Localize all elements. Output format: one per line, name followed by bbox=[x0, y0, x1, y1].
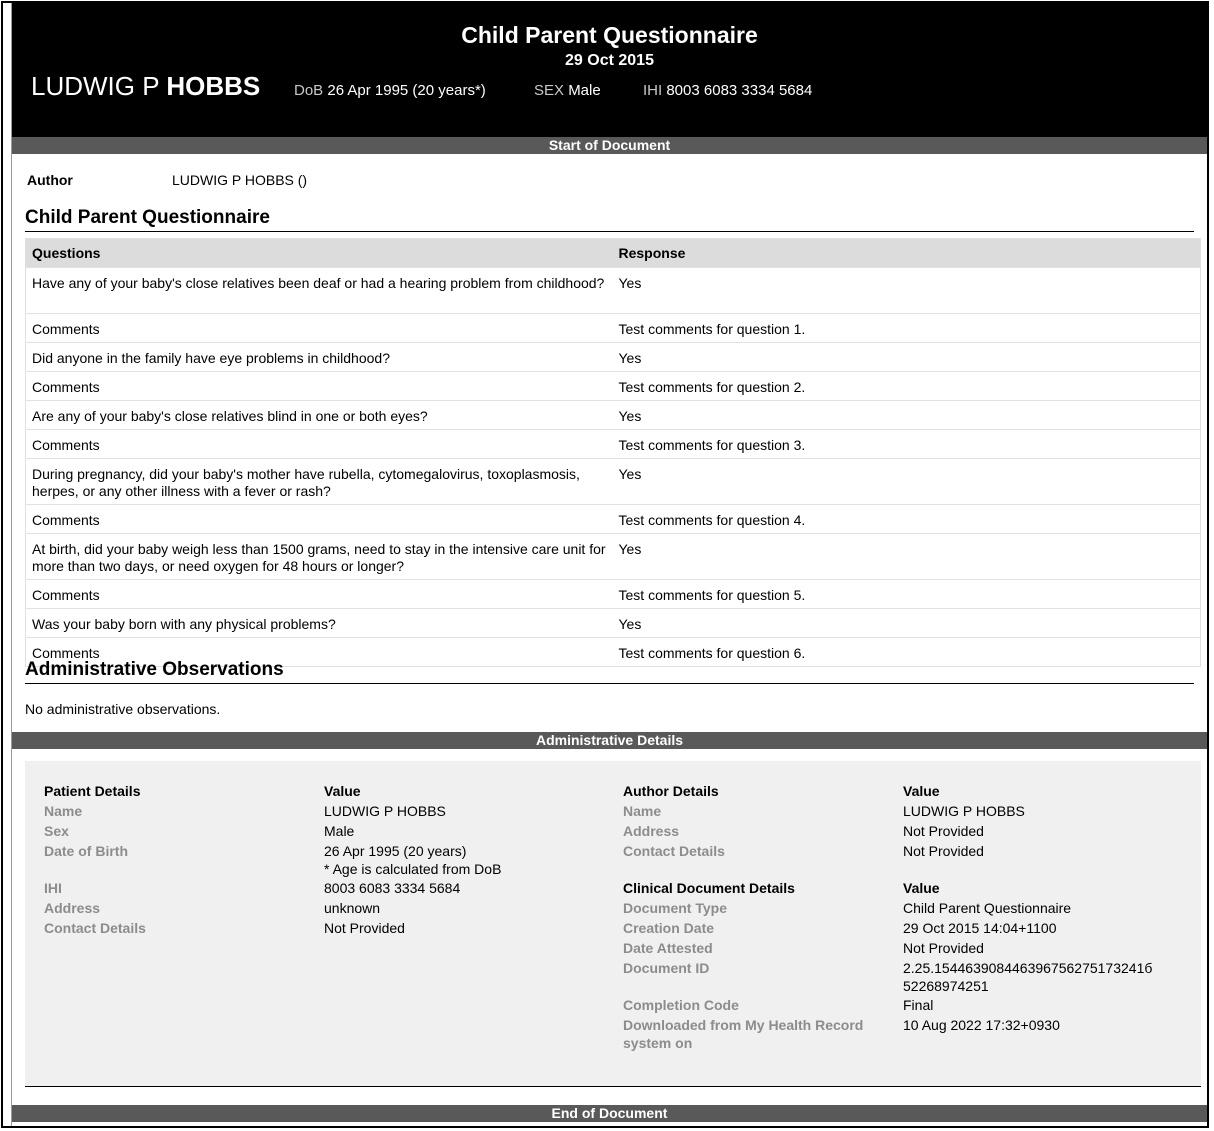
document-id-value: 2.25.154463908446396756275173241б bbox=[903, 960, 1153, 976]
spacer bbox=[903, 861, 1193, 878]
header-ihi bbox=[643, 82, 812, 99]
document-id-value-cont: 52268974251 bbox=[903, 978, 989, 994]
downloaded-label-cont: system on bbox=[623, 1035, 693, 1051]
dob-label: DoB bbox=[294, 82, 324, 99]
patient-value-heading: Value bbox=[324, 783, 361, 799]
document-header bbox=[12, 3, 1207, 137]
author-clinical-labels bbox=[623, 781, 895, 1052]
patient-ihi-label: IHI bbox=[44, 880, 62, 896]
document-title: Child Parent Questionnaire bbox=[461, 22, 758, 48]
patient-details-values bbox=[324, 781, 604, 938]
response-cell: Yes bbox=[613, 343, 1201, 372]
patient-ihi-value: 8003 6083 3334 5684 bbox=[324, 880, 461, 896]
table-row bbox=[26, 609, 1201, 638]
administrative-details-panel bbox=[25, 761, 1201, 1087]
spacer bbox=[623, 861, 895, 878]
table-row bbox=[26, 430, 1201, 459]
question-cell: Comments bbox=[26, 638, 613, 667]
administrative-details-bar: Administrative Details bbox=[12, 732, 1207, 749]
clinical-value-heading: Value bbox=[903, 880, 940, 896]
patient-name-label: Name bbox=[44, 803, 83, 819]
author-details-heading: Author Details bbox=[623, 783, 719, 799]
patient-given-name: LUDWIG P bbox=[31, 71, 160, 101]
table-row bbox=[26, 580, 1201, 609]
author-contact-value: Not Provided bbox=[903, 843, 984, 859]
creation-date-value: 29 Oct 2015 14:04+1100 bbox=[903, 920, 1057, 936]
table-row bbox=[26, 372, 1201, 401]
admin-observations-text: No administrative observations. bbox=[25, 701, 221, 717]
table-row bbox=[26, 314, 1201, 343]
patient-contact-value: Not Provided bbox=[324, 920, 405, 936]
ihi-label: IHI bbox=[643, 82, 663, 99]
clinical-details-heading: Clinical Document Details bbox=[623, 880, 795, 896]
patient-name-value: LUDWIG P HOBBS bbox=[324, 803, 446, 819]
date-attested-label: Date Attested bbox=[623, 940, 713, 956]
author-address-label: Address bbox=[623, 823, 680, 839]
table-row bbox=[26, 268, 1201, 314]
response-cell: Test comments for question 6. bbox=[613, 638, 1201, 667]
downloaded-value: 10 Aug 2022 17:32+0930 bbox=[903, 1017, 1060, 1033]
completion-code-label: Completion Code bbox=[623, 997, 739, 1013]
author-contact-label: Contact Details bbox=[623, 843, 725, 859]
response-cell: Test comments for question 1. bbox=[613, 314, 1201, 343]
patient-dob-label: Date of Birth bbox=[44, 843, 128, 859]
patient-dob-note: * Age is calculated from DoB bbox=[324, 861, 502, 877]
document-type-label: Document Type bbox=[623, 900, 727, 916]
patient-address-label: Address bbox=[44, 900, 101, 916]
patient-family-name: HOBBS bbox=[166, 71, 261, 101]
question-cell: Did anyone in the family have eye problems in childhood? bbox=[26, 343, 613, 372]
author-address-value: Not Provided bbox=[903, 823, 984, 839]
table-row bbox=[26, 401, 1201, 430]
document-body bbox=[11, 3, 1207, 1126]
question-cell: Comments bbox=[26, 430, 613, 459]
table-row bbox=[26, 459, 1201, 505]
question-cell: Are any of your baby's close relatives blind in one or both eyes? bbox=[26, 401, 613, 430]
date-attested-value: Not Provided bbox=[903, 940, 984, 956]
spacer bbox=[44, 861, 314, 878]
response-column-header: Response bbox=[613, 239, 1201, 268]
response-cell: Test comments for question 2. bbox=[613, 372, 1201, 401]
question-cell: During pregnancy, did your baby's mother have rubella, cytomegalovirus, toxoplasmosis, herpes, or any other illness with a fever or rash? bbox=[26, 459, 613, 505]
question-cell: Was your baby born with any physical problems? bbox=[26, 609, 613, 638]
patient-sex-label: Sex bbox=[44, 823, 69, 839]
patient-name bbox=[31, 71, 260, 102]
completion-code-value: Final bbox=[903, 997, 934, 1013]
header-dob bbox=[294, 82, 486, 99]
document-date: 29 Oct 2015 bbox=[565, 52, 654, 69]
response-cell: Yes bbox=[613, 459, 1201, 505]
author-clinical-values bbox=[903, 781, 1193, 1035]
question-cell: Comments bbox=[26, 580, 613, 609]
questionnaire-table bbox=[25, 238, 1201, 667]
response-cell: Yes bbox=[613, 401, 1201, 430]
end-of-document-bar: End of Document bbox=[12, 1105, 1207, 1122]
document-type-value: Child Parent Questionnaire bbox=[903, 900, 1072, 916]
patient-details-labels bbox=[44, 781, 314, 938]
sex-label: SEX bbox=[534, 82, 565, 99]
patient-address-value: unknown bbox=[324, 900, 381, 916]
admin-observations-heading: Administrative Observations bbox=[25, 659, 1194, 684]
start-of-document-bar: Start of Document bbox=[12, 137, 1207, 154]
author-value-heading: Value bbox=[903, 783, 940, 799]
author-name-label: Name bbox=[623, 803, 662, 819]
header-sex bbox=[534, 82, 601, 99]
author-name-value: LUDWIG P HOBBS bbox=[903, 803, 1025, 819]
patient-dob-value: 26 Apr 1995 (20 years) bbox=[324, 843, 467, 859]
patient-contact-label: Contact Details bbox=[44, 920, 146, 936]
patient-sex-value: Male bbox=[324, 823, 355, 839]
spacer bbox=[623, 978, 895, 995]
document-id-label: Document ID bbox=[623, 960, 710, 976]
question-cell: At birth, did your baby weigh less than 1500 grams, need to stay in the intensive care unit for more than two days, or need oxygen for 48 hours or longer? bbox=[26, 534, 613, 580]
table-row bbox=[26, 534, 1201, 580]
author-value: LUDWIG P HOBBS () bbox=[172, 172, 308, 188]
question-cell: Comments bbox=[26, 505, 613, 534]
questions-column-header: Questions bbox=[26, 239, 613, 268]
ihi-value: 8003 6083 3334 5684 bbox=[666, 82, 813, 99]
response-cell: Test comments for question 3. bbox=[613, 430, 1201, 459]
table-header-row bbox=[26, 239, 1201, 268]
response-cell: Yes bbox=[613, 609, 1201, 638]
questionnaire-heading: Child Parent Questionnaire bbox=[25, 207, 1194, 232]
response-cell: Yes bbox=[613, 534, 1201, 580]
dob-value: 26 Apr 1995 (20 years*) bbox=[327, 82, 486, 99]
question-cell: Comments bbox=[26, 314, 613, 343]
table-row bbox=[26, 505, 1201, 534]
question-cell: Have any of your baby's close relatives been deaf or had a hearing problem from childhood? bbox=[26, 268, 613, 314]
sex-value: Male bbox=[568, 82, 601, 99]
document-frame bbox=[1, 1, 1209, 1128]
table-row bbox=[26, 343, 1201, 372]
author-label: Author bbox=[27, 172, 73, 188]
response-cell: Test comments for question 5. bbox=[613, 580, 1201, 609]
response-cell: Yes bbox=[613, 268, 1201, 314]
patient-details-heading: Patient Details bbox=[44, 783, 141, 799]
question-cell: Comments bbox=[26, 372, 613, 401]
response-cell: Test comments for question 4. bbox=[613, 505, 1201, 534]
downloaded-label: Downloaded from My Health Record bbox=[623, 1017, 864, 1033]
creation-date-label: Creation Date bbox=[623, 920, 715, 936]
